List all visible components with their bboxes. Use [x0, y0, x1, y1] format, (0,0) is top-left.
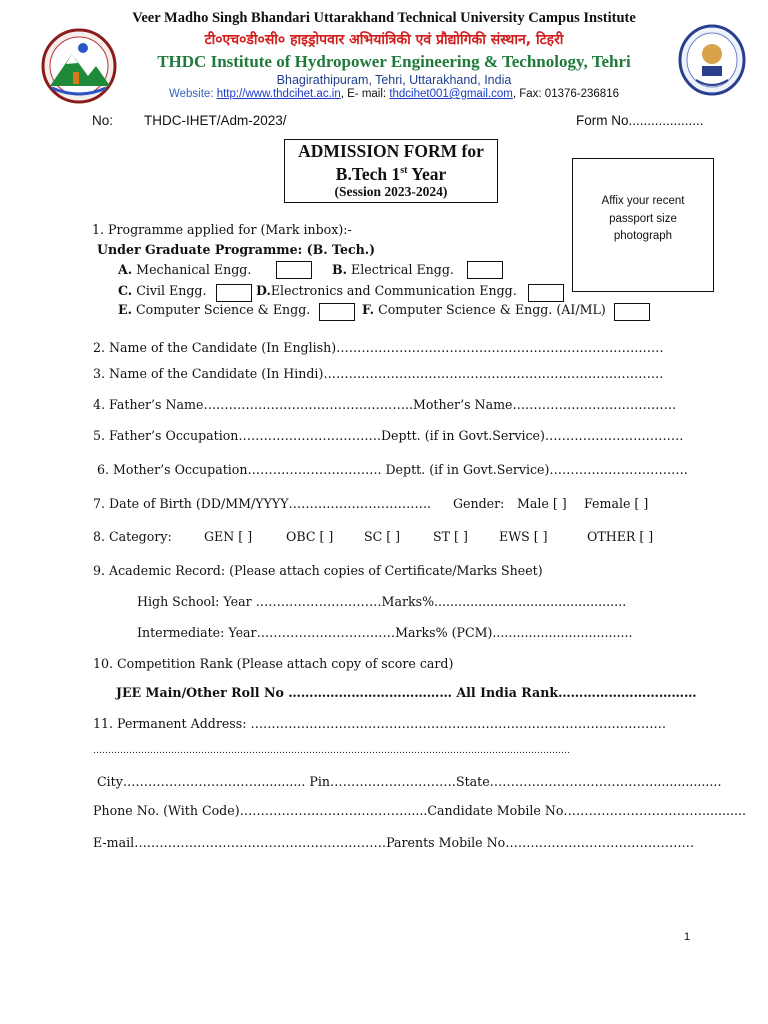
ref-no-value: THDC-IHET/Adm-2023/	[144, 113, 287, 128]
checkbox-cse[interactable]	[319, 303, 355, 321]
competition-rank-label: 10. Competition Rank (Please attach copy of score card)	[93, 656, 454, 671]
category-ews[interactable]: EWS [ ]	[499, 529, 548, 544]
field-intermediate[interactable]: Intermediate: Year……………………………Marks% (PCM)...................................	[137, 625, 633, 640]
field-name-english[interactable]: 2. Name of the Candidate (In English)……………………………………………………………………	[93, 340, 664, 355]
field-parents-names[interactable]: 4. Father’s Name…………………………………………..Mother’s Name…………………………………	[93, 397, 677, 412]
option-civil: C. Civil Engg.	[118, 283, 207, 298]
photo-instructions: Affix your recent passport size photograph	[601, 195, 685, 242]
field-jee-rank[interactable]: JEE Main/Other Roll No ………………………………… All India Rank……………………………	[116, 685, 697, 700]
field-email-parents-mobile[interactable]: E-mail……………………………………………………Parents Mobile No………………………………………	[93, 835, 695, 850]
field-address-line-2[interactable]: ……………………………………………………………………………………………………………………………………………	[93, 746, 570, 756]
website-label: Website:	[168, 88, 214, 100]
category-st[interactable]: ST [ ]	[433, 529, 468, 544]
option-cse-aiml: F. Computer Science & Engg. (AI/ML)	[362, 302, 606, 317]
category-obc[interactable]: OBC [ ]	[286, 529, 334, 544]
fax-text: , Fax: 01376-236816	[512, 88, 619, 100]
form-course: B.Tech 1st Year	[335, 163, 447, 184]
option-electrical: B. Electrical Engg.	[332, 262, 454, 277]
field-father-occupation[interactable]: 5. Father’s Occupation…………………………….Deptt. (if in Govt.Service)……………………………	[93, 428, 684, 443]
academic-record-label: 9. Academic Record: (Please attach copies of Certificate/Marks Sheet)	[93, 563, 543, 578]
field-date-of-birth[interactable]: 7. Date of Birth (DD/MM/YYYY…………………………….	[93, 496, 432, 511]
programme-heading: Under Graduate Programme: (B. Tech.)	[97, 242, 376, 257]
option-mechanical: A. Mechanical Engg.	[118, 262, 252, 277]
field-permanent-address[interactable]: 11. Permanent Address: ………………………………………………………………………………………	[93, 716, 667, 731]
programme-question: 1. Programme applied for (Mark inbox):-	[92, 222, 352, 237]
field-mother-occupation[interactable]: 6. Mother’s Occupation………………………….. Deptt. (if in Govt.Service)……………………………	[97, 462, 688, 477]
form-session: (Session 2023-2024)	[334, 183, 448, 199]
university-line: Veer Madho Singh Bhandari Uttarakhand Technical University Campus Institute	[132, 10, 636, 26]
gender-label: Gender:	[453, 496, 505, 511]
field-phone-mobile[interactable]: Phone No. (With Code)…………………………………......Candidate Mobile No……………………………...........	[93, 803, 746, 818]
field-city-pin-state[interactable]: City……………………………........... Pin…………………………State………………………………….................	[97, 774, 722, 789]
category-other[interactable]: OTHER [ ]	[587, 529, 654, 544]
page-number: 1	[684, 931, 691, 943]
checkbox-mechanical[interactable]	[276, 261, 312, 279]
field-high-school[interactable]: High School: Year …………………………Marks%................................................	[137, 594, 627, 609]
gender-male-option[interactable]: Male [ ]	[517, 496, 567, 511]
gender-female-option[interactable]: Female [ ]	[584, 496, 649, 511]
website-link[interactable]: http://www.thdcihet.ac.in	[216, 88, 341, 100]
category-sc[interactable]: SC [ ]	[364, 529, 401, 544]
category-label: 8. Category:	[93, 529, 172, 544]
category-gen[interactable]: GEN [ ]	[204, 529, 253, 544]
checkbox-electronics[interactable]	[528, 284, 564, 302]
option-electronics: D.Electronics and Communication Engg.	[256, 283, 517, 298]
field-name-hindi[interactable]: 3. Name of the Candidate (In Hindi)………………………………………………………………………	[93, 366, 664, 381]
form-no: Form No....................	[576, 113, 704, 128]
option-cse: E. Computer Science & Engg.	[118, 302, 311, 317]
checkbox-cse-aiml[interactable]	[614, 303, 650, 321]
thdc-institute-logo	[36, 28, 122, 104]
institute-address: Bhagirathipuram, Tehri, Uttarakhand, India	[276, 73, 512, 87]
email-label: , E- mail:	[340, 88, 387, 100]
checkbox-electrical[interactable]	[467, 261, 503, 279]
institute-name: THDC Institute of Hydropower Engineering & Technology, Tehri	[157, 52, 631, 71]
university-logo	[678, 24, 746, 96]
form-title: ADMISSION FORM for	[298, 141, 484, 161]
form-title-box	[284, 139, 498, 203]
hindi-institute-line: टी०एच०डी०सी० हाइड्रोपवार अभियांत्रिकी एवं प्रौद्योगिकी संस्थान, टिहरी	[204, 32, 564, 48]
checkbox-civil[interactable]	[216, 284, 252, 302]
photo-box[interactable]	[572, 158, 714, 292]
email-link[interactable]: thdcihet001@gmail.com	[389, 88, 513, 100]
ref-no-label: No:	[92, 113, 114, 128]
